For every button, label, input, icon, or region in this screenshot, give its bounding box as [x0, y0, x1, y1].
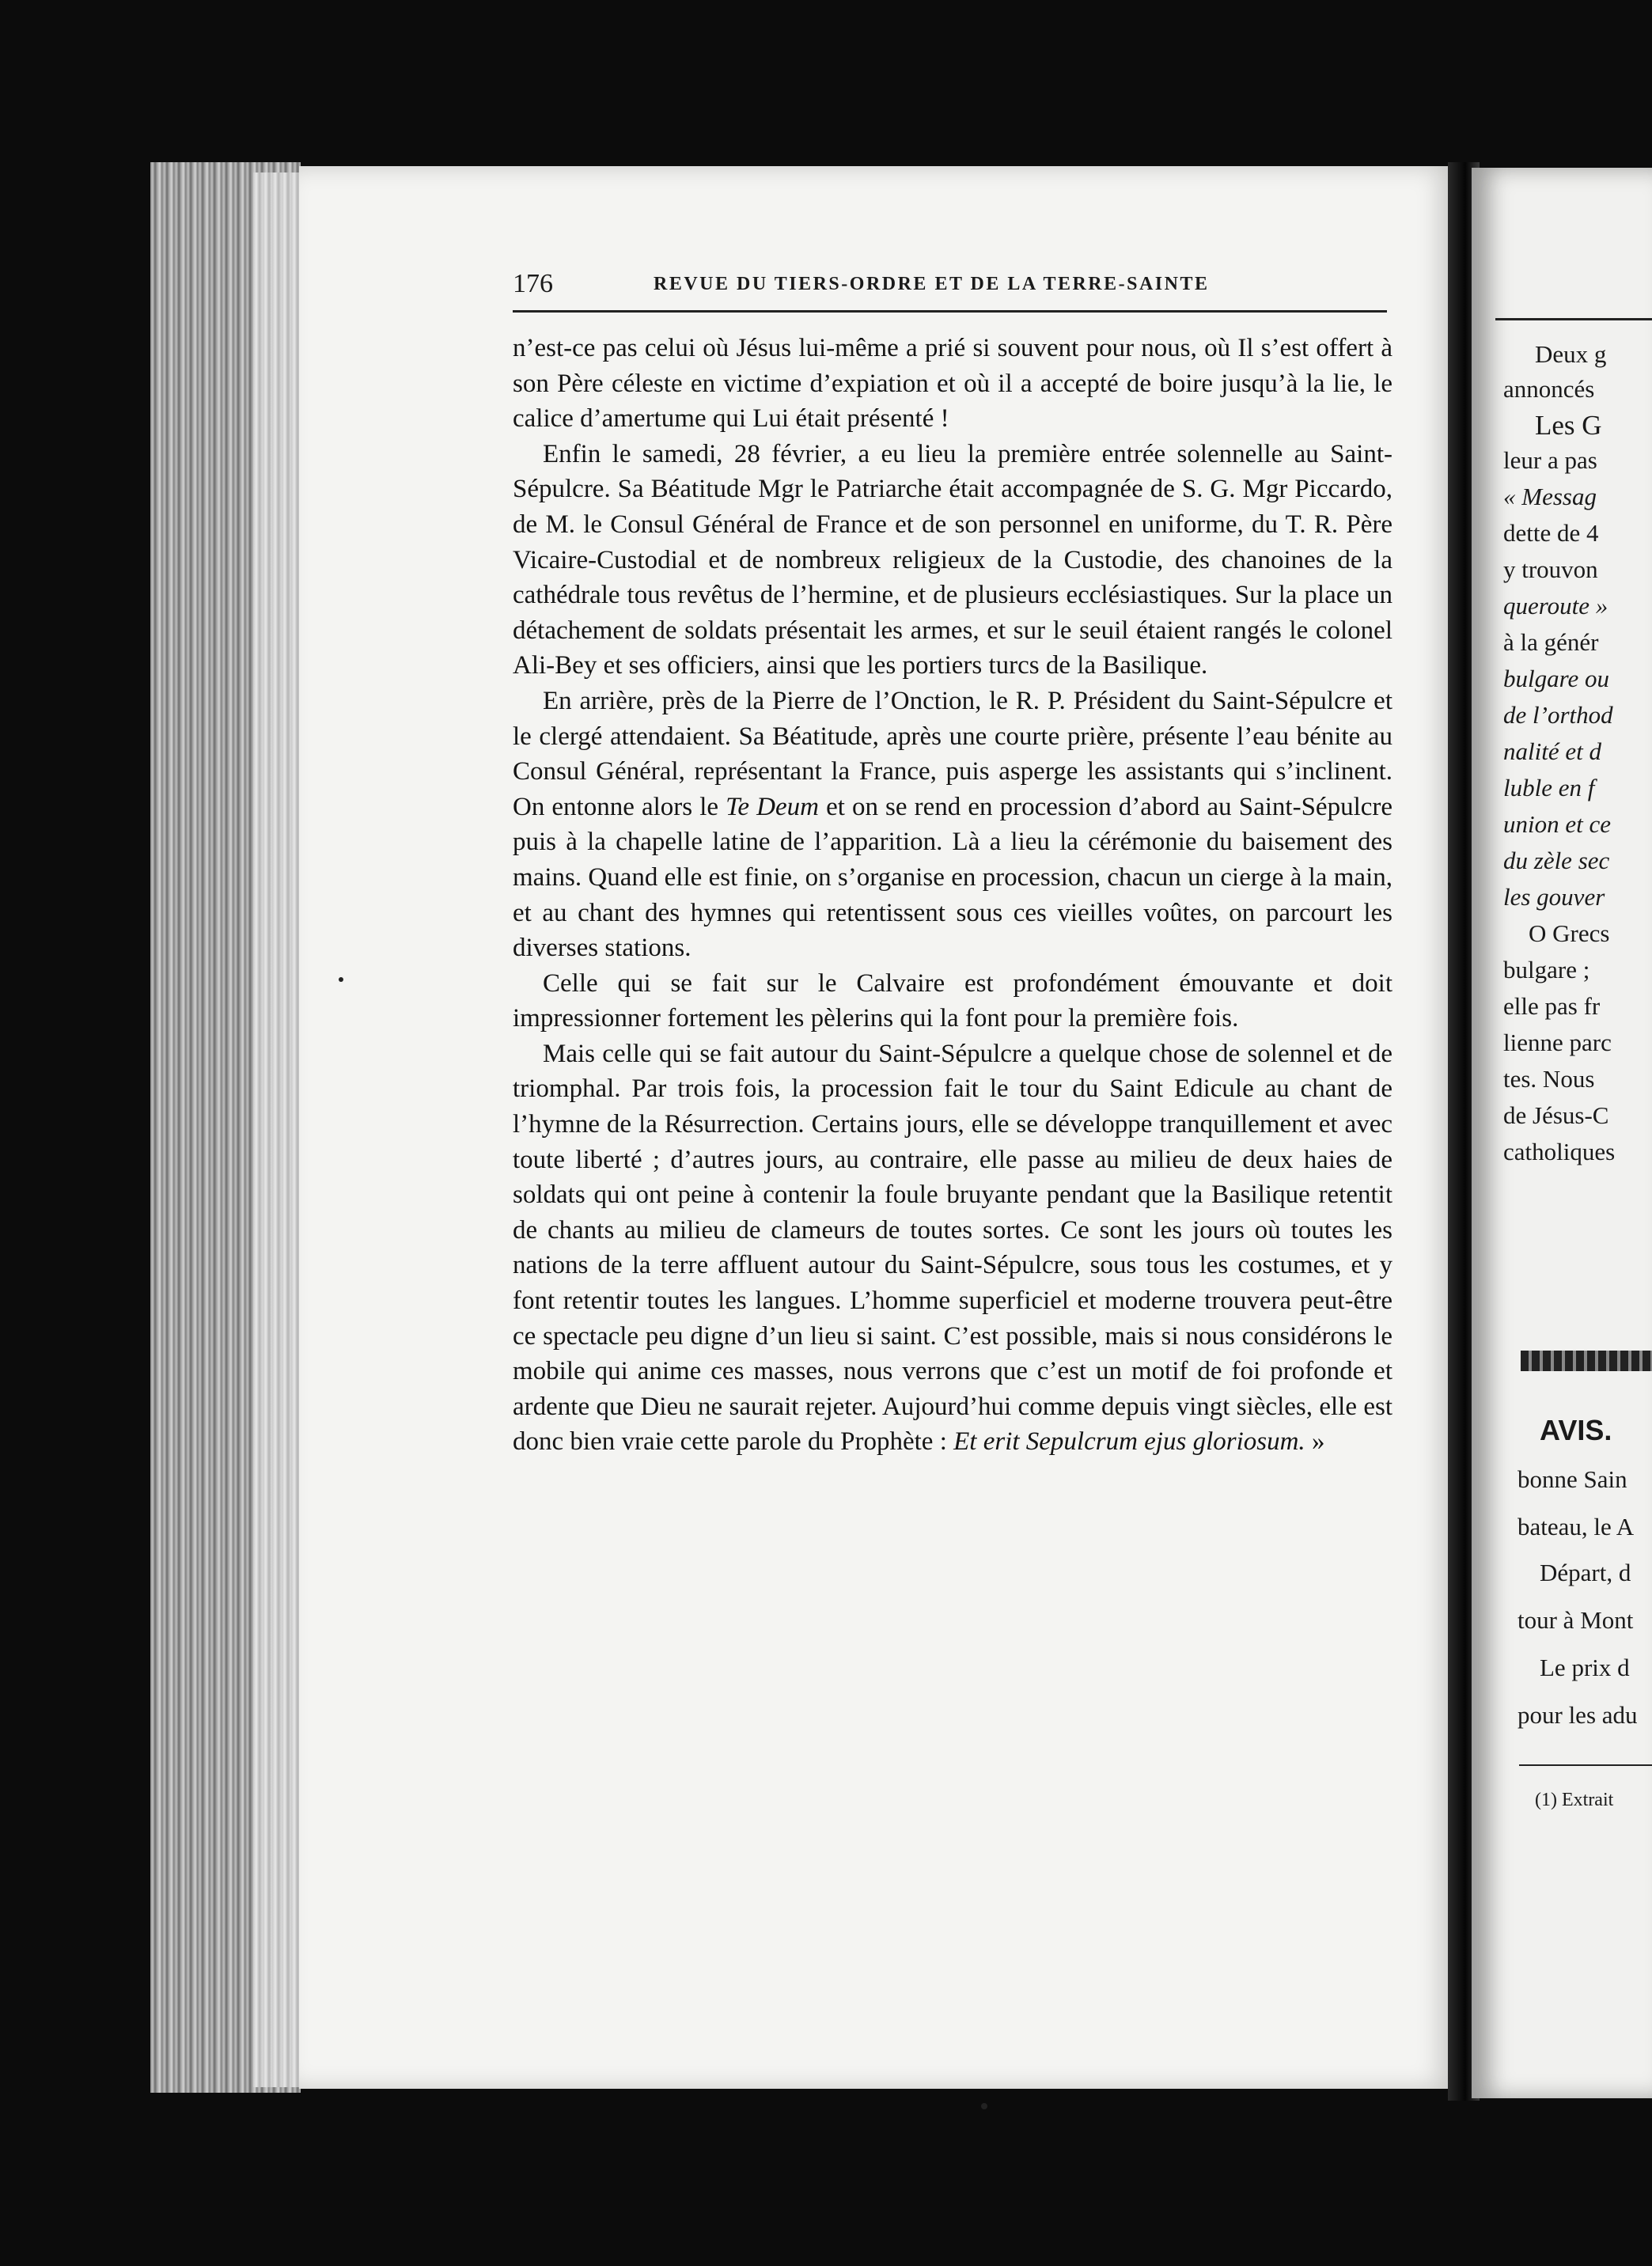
right-line: luble en f: [1503, 774, 1595, 801]
right-line: les gouver: [1503, 883, 1605, 911]
right-line: catholiques: [1503, 1138, 1616, 1165]
right-line: O Grecs: [1529, 919, 1610, 947]
right-line: de Jésus-C: [1503, 1101, 1609, 1129]
right-line: Départ, d: [1540, 1559, 1631, 1586]
right-line: tour à Mont: [1517, 1606, 1634, 1634]
right-line: elle pas fr: [1503, 992, 1601, 1020]
right-line: pour les adu: [1517, 1701, 1638, 1729]
right-line: Deux g: [1535, 340, 1607, 368]
right-line: de l’orthod: [1503, 701, 1613, 729]
right-line: bulgare ou: [1503, 665, 1610, 692]
right-line: « Messag: [1503, 483, 1597, 510]
paragraph-5: [513, 1036, 1392, 1460]
footnote-rule: [1519, 1764, 1652, 1766]
page-number: 176: [513, 269, 553, 298]
right-line: lienne parc: [1503, 1029, 1612, 1056]
right-page: [1472, 168, 1652, 2098]
right-line: bateau, le A: [1517, 1513, 1635, 1540]
paragraph-5-text: Mais celle qui se fait autour du Saint-Sépulcre a quelque chose de solennel et de triomphal. Par trois fois, la procession fait le tour du Saint Edicule au chant de l’hymne de la Résurrection. Certains jours, elle se développe tranquillement et avec toute liberté ; d’autres jours, au contraire, elle passe au milieu de deux haies de soldats qui ont peine à contenir la foule bruyante pendant que la Basilique retentit de chants au milieu de clameurs de toutes sortes. Ce sont les jours où toutes les nations de la terre affluent autour du Saint-Sépulcre, sous tous les costumes, et y font retentir toutes les langues. L’homme superficiel et moderne trouvera peut-être ce spectacle peu digne d’un lieu si saint. C’est possible, mais si nous considérons le mobile qui anime ces masses, nous verrons que c’est un motif de foi profonde et ardente que Dieu ne saurait rejeter. Aujourd’hui comme depuis vingt siècles, elle est donc bien vraie cette parole du Prophète :: [513, 1039, 1392, 1457]
paragraph-4: Celle qui se fait sur le Calvaire est profondément émouvante et doit impressionner fortement les pèlerins qui la font pour la première fois.: [513, 968, 1392, 1033]
print-speck: [981, 2103, 987, 2109]
paragraph-3-part-b: et on se rend en procession d’abord au Saint-Sépulcre puis à la chapelle latine de l’apparition. Là a lieu la cérémonie du baisement des mains. Quand elle est finie, on s’organise en procession, chacun un cierge à la main, et au chant des hymnes qui retentissent sous ces vieilles voûtes, on parcourt les diverses stations.: [513, 792, 1393, 963]
right-line: queroute »: [1503, 592, 1608, 620]
right-line: y trouvon: [1503, 555, 1598, 583]
right-line: annoncés: [1503, 375, 1595, 403]
right-line: dette de 4: [1503, 519, 1599, 547]
right-line: Les G: [1535, 410, 1602, 441]
right-page-header-rule: [1495, 318, 1652, 320]
right-line: du zèle sec: [1503, 847, 1610, 874]
te-deum-italic: Te Deum: [726, 792, 819, 821]
right-line: tes. Nous: [1503, 1065, 1595, 1093]
right-line: à la génér: [1503, 628, 1599, 656]
right-line: bonne Sain: [1517, 1465, 1627, 1493]
running-title: REVUE DU TIERS-ORDRE ET DE LA TERRE-SAINTE: [654, 274, 1210, 294]
right-line: bulgare ;: [1503, 956, 1590, 983]
right-heading-avis: AVIS.: [1540, 1414, 1612, 1446]
paragraph-2: Enfin le samedi, 28 février, a eu lieu la première entrée solennelle au Saint-Sépulcre. Sa Béatitude Mgr le Patriarche était accompagnée de S. G. Mgr Piccardo, de M. le Consul Général de France et de son personnel en uniforme, du T. R. Père Vicaire-Custodial et de nombreux religieux de la Custodie, des chanoines de la cathédrale tous revêtus de l’hermine, et de plusieurs ecclésiastiques. Sur la place un détachement de soldats présentait les armes, et sur le seuil étaient rangés le colonel Ali-Bey et ses officiers, ainsi que les portiers turcs de la Basilique.: [513, 439, 1392, 680]
closing-quote-mark: »: [1311, 1427, 1325, 1457]
latin-quotation: Et erit Sepulcrum ejus gloriosum.: [953, 1427, 1305, 1457]
right-line: nalité et d: [1503, 737, 1601, 765]
page-edges-inner: [253, 172, 301, 2087]
header-rule: [513, 310, 1387, 313]
right-line: leur a pas: [1503, 446, 1597, 474]
paragraph-3: [513, 684, 1392, 966]
footnote-line: (1) Extrait: [1535, 1790, 1614, 1810]
paragraph-3-part-a: En arrière, près de la Pierre de l’Onction, le R. P. Président du Saint-Sépulcre et le clergé attendaient. Sa Béatitude, après une courte prière, présente l’eau bénite au Consul Général, représentant la France, puis asperge les assistants qui s’inclinent. On entonne alors le: [513, 686, 1392, 821]
running-header: [513, 269, 1383, 309]
right-line: Le prix d: [1540, 1654, 1630, 1681]
ornament-rule: [1521, 1351, 1652, 1371]
paragraph-1: n’est-ce pas celui où Jésus lui-même a prié si souvent pour nous, où Il s’est offert à son Père céleste en victime d’expiation et où il a accepté de boire jusqu’à la lie, le calice d’amertume qui Lui était présenté !: [513, 334, 1392, 434]
print-speck: [339, 977, 343, 982]
body-text: [513, 331, 1392, 1460]
right-line: union et ce: [1503, 810, 1612, 838]
